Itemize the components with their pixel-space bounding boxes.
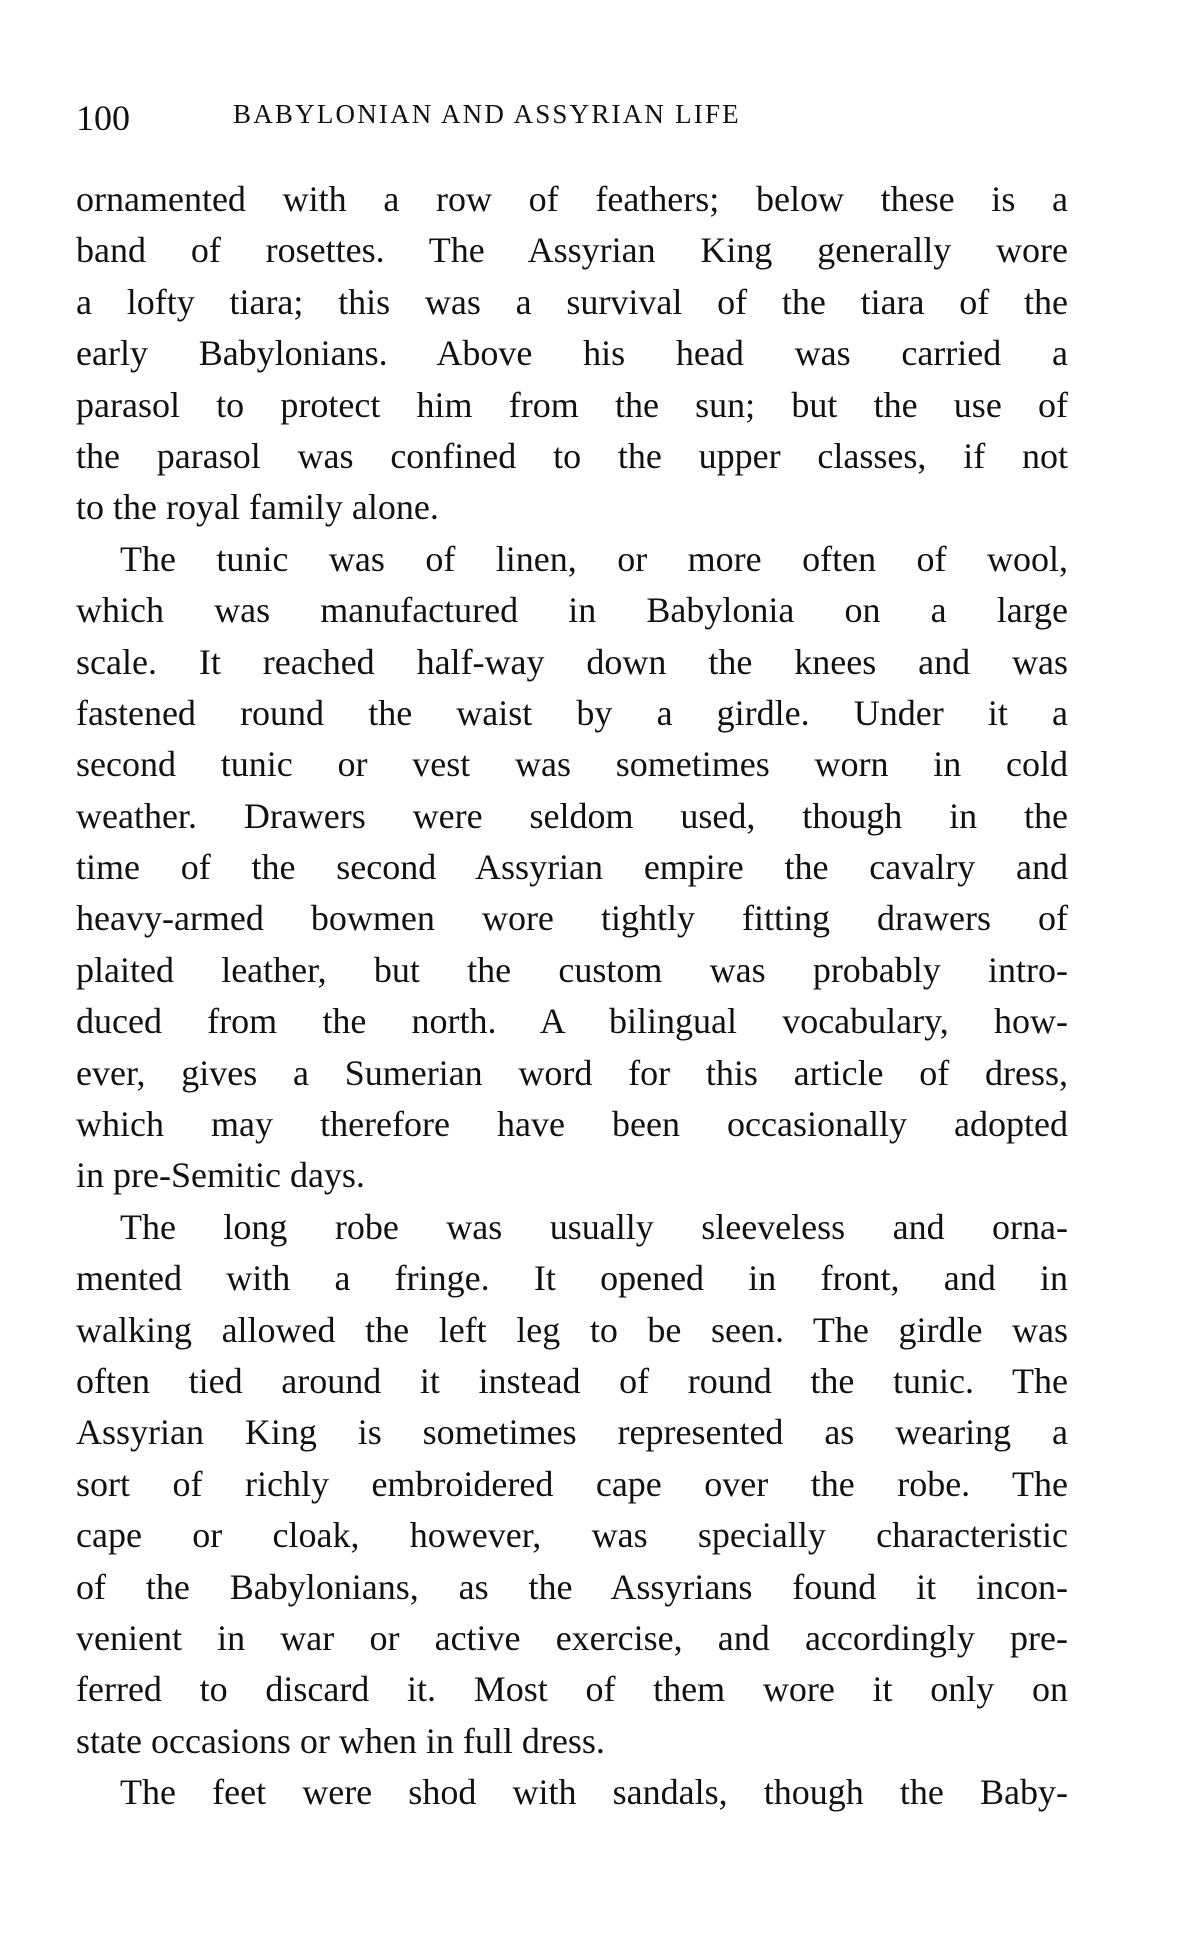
running-title: BABYLONIAN AND ASSYRIAN LIFE	[233, 99, 741, 129]
text-line: ever, gives a Sumerian word for this article of dress,	[76, 1052, 1068, 1093]
text-line: in pre-Semitic days.	[76, 1155, 365, 1196]
text-line: fastened round the waist by a girdle. Under it a	[76, 692, 1068, 733]
body-text	[76, 174, 1068, 1819]
text-line: venient in war or active exercise, and accordingly pre-	[76, 1617, 1068, 1658]
text-line: parasol to protect him from the sun; but the use of	[76, 384, 1068, 425]
text-line: ornamented with a row of feathers; below these is a	[76, 179, 1068, 219]
text-line: of the Babylonians, as the Assyrians found it incon-	[76, 1566, 1068, 1607]
text-line: weather. Drawers were seldom used, though in the	[76, 795, 1068, 836]
text-line: second tunic or vest was sometimes worn in cold	[76, 744, 1068, 785]
text-line: ferred to discard it. Most of them wore it only on	[76, 1669, 1068, 1710]
text-line: plaited leather, but the custom was probably intro-	[76, 949, 1068, 990]
text-line: to the royal family alone.	[76, 487, 439, 528]
page-header	[76, 96, 1076, 140]
text-line: state occasions or when in full dress.	[76, 1720, 605, 1761]
text-line: The feet were shod with sandals, though the Baby-	[120, 1772, 1068, 1813]
text-line: The tunic was of linen, or more often of wool,	[120, 538, 1068, 579]
text-line: cape or cloak, however, was specially characteristic	[76, 1515, 1068, 1556]
text-line: heavy-armed bowmen wore tightly fitting drawers of	[76, 898, 1068, 939]
text-line: band of rosettes. The Assyrian King generally wore	[76, 230, 1068, 271]
text-line: time of the second Assyrian empire the cavalry and	[76, 847, 1068, 888]
text-line: mented with a fringe. It opened in front, and in	[76, 1258, 1068, 1299]
text-line: scale. It reached half-way down the knees and was	[76, 641, 1068, 682]
text-line: walking allowed the left leg to be seen. The girdle was	[76, 1309, 1068, 1350]
text-line: which may therefore have been occasionally adopted	[76, 1104, 1068, 1145]
text-line: Assyrian King is sometimes represented as wearing a	[76, 1412, 1068, 1453]
text-line: The long robe was usually sleeveless and orna-	[120, 1206, 1068, 1247]
text-line: sort of richly embroidered cape over the robe. The	[76, 1463, 1068, 1504]
page-number: 100	[76, 98, 130, 138]
text-line: early Babylonians. Above his head was carried a	[76, 333, 1068, 374]
text-line: which was manufactured in Babylonia on a large	[76, 590, 1068, 631]
text-line: often tied around it instead of round the tunic. The	[76, 1360, 1068, 1401]
text-line: the parasol was confined to the upper classes, if not	[76, 435, 1068, 476]
text-line: duced from the north. A bilingual vocabulary, how-	[76, 1001, 1068, 1042]
text-line: a lofty tiara; this was a survival of the tiara of the	[76, 281, 1068, 322]
